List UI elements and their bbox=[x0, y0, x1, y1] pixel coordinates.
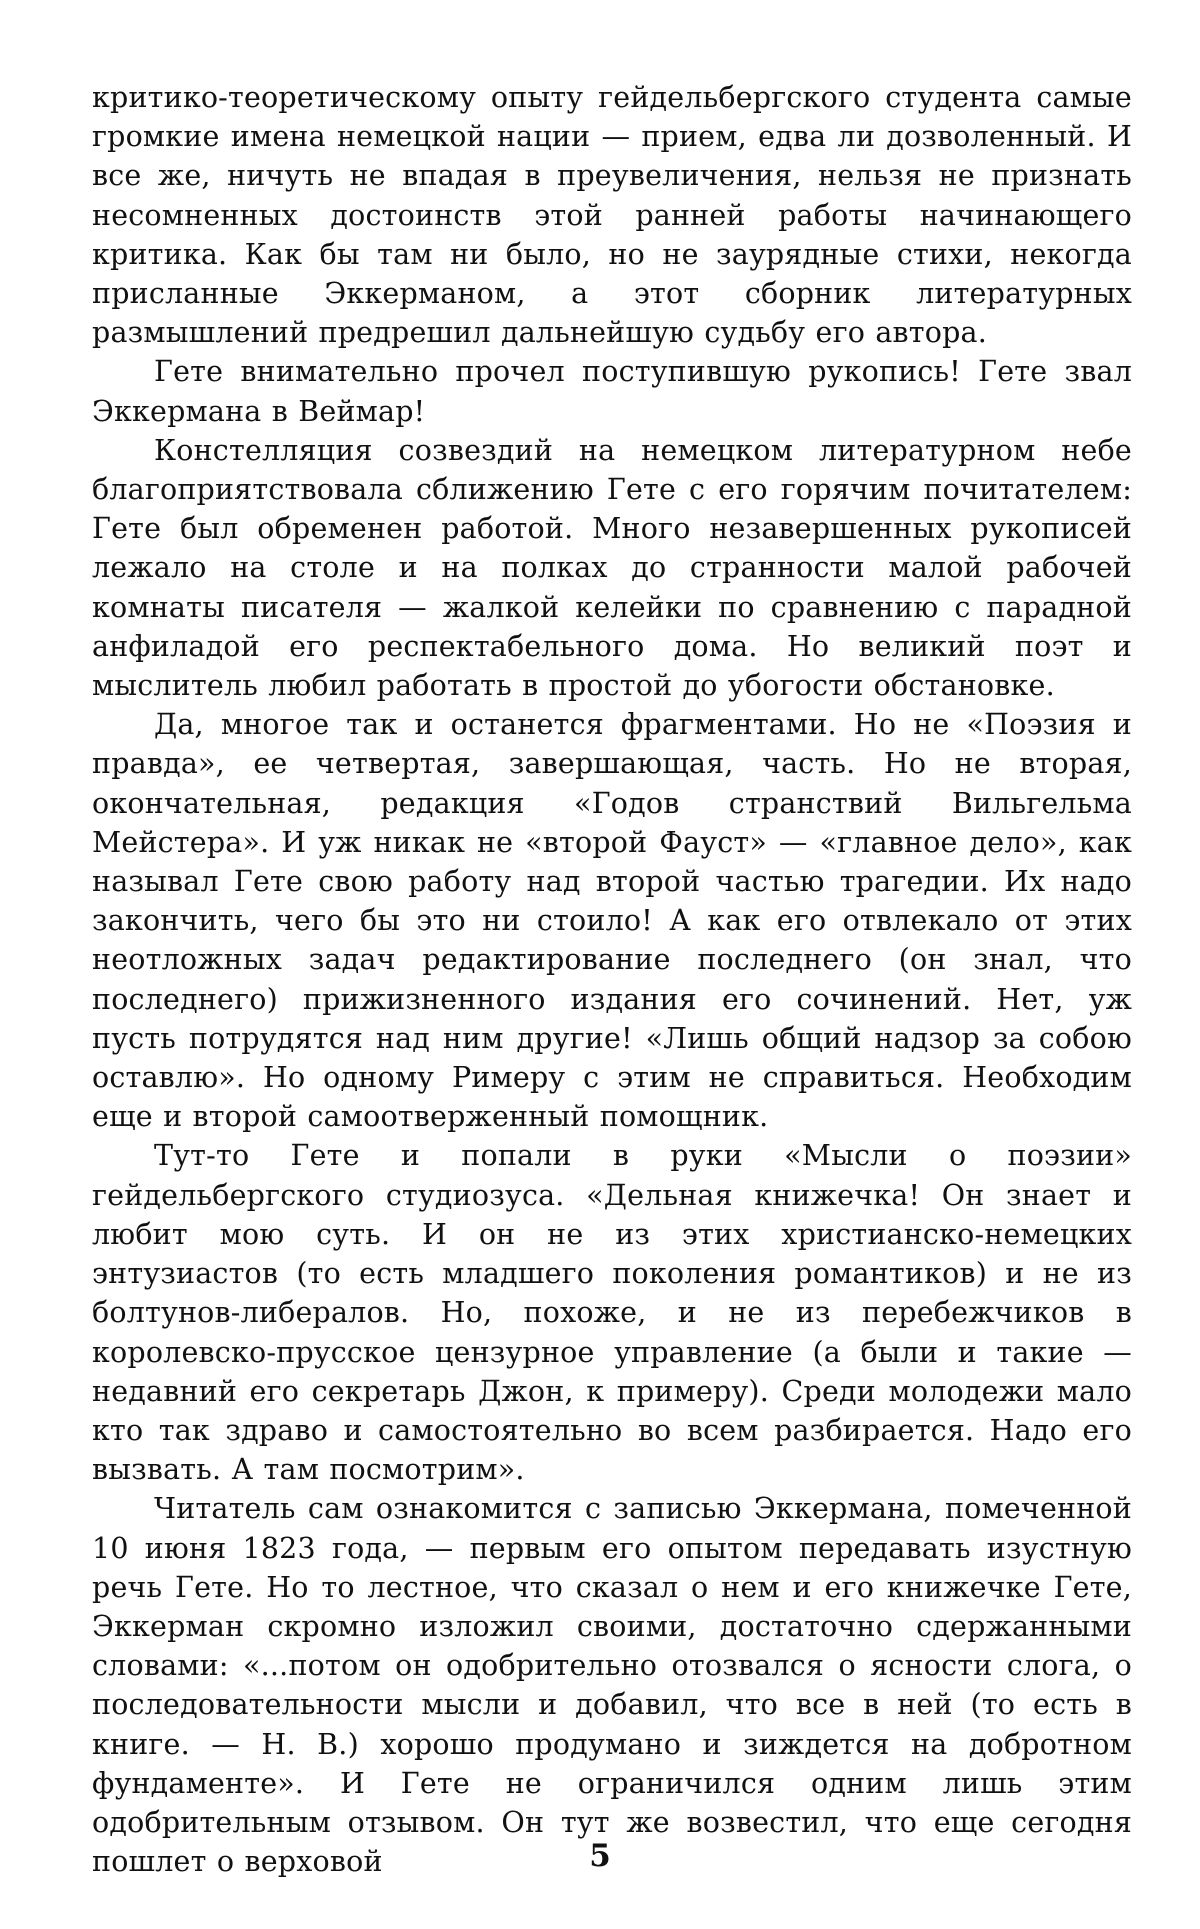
paragraph-6: Читатель сам ознакомится с записью Эккермана, помеченной 10 июня 1823 года, — первым его опытом передавать изустную речь Гете. Но то лестное, что сказал о нем и его книжечке Гете, Эккерман скромно изложил своими, достаточно сдержанными словами: «...потом он одобрительно отозвался о ясности слога, о последовательности мысли и добавил, что все в ней (то есть в книге. — Н. В.) хорошо продумано и зиждется на добротном фундаменте». И Гете не ограничился одним лишь этим одобрительным отзывом. Он тут же возвестил, что еще сегодня пошлет о верховой bbox=[92, 1492, 1132, 1879]
page-body bbox=[92, 78, 1132, 1881]
paragraph-2: Гете внимательно прочел поступившую рукопись! Гете звал Эккермана в Веймар! bbox=[92, 355, 1132, 428]
paragraph-5: Тут-то Гете и попали в руки «Мысли о поэзии» гейдельбергского студиозуса. «Дельная книжечка! Он знает и любит мою суть. И он не из этих христианско-немецких энтузиастов (то есть младшего поколения романтиков) и не из болтунов-либералов. Но, похоже, и не из перебежчиков в королевско-прусское цензурное управление (а были и такие — недавний его секретарь Джон, к примеру). Среди молодежи мало кто так здраво и самостоятельно во всем разбирается. Надо его вызвать. А там посмотрим». bbox=[92, 1139, 1132, 1487]
page-number: 5 bbox=[589, 1838, 611, 1874]
paragraph-1: критико-теоретическому опыту гейдельбергского студента самые громкие имена немецкой нации — прием, едва ли дозволенный. И все же, ничуть не впадая в преувеличения, нельзя не признать несомненных достоинств этой ранней работы начинающего критика. Как бы там ни было, но не заурядные стихи, некогда присланные Эккерманом, а этот сборник литературных размышлений предрешил дальнейшую судьбу его автора. bbox=[92, 81, 1132, 350]
paragraph-4: Да, многое так и останется фрагментами. Но не «Поэзия и правда», ее четвертая, завершающая, часть. Но не вторая, окончательная, редакция «Годов странствий Вильгельма Мейстера». И уж никак не «второй Фауст» — «главное дело», как называл Гете свою работу над второй частью трагедии. Их надо закончить, чего бы это ни стоило! А как его отвлекало от этих неотложных задач редактирование последнего (он знал, что последнего) прижизненного издания его сочинений. Нет, уж пусть потрудятся над ним другие! «Лишь общий надзор за собою оставлю». Но одному Римеру с этим не справиться. Необходим еще и второй самоотверженный помощник. bbox=[92, 708, 1132, 1134]
paragraph-3: Констелляция созвездий на немецком литературном небе благоприятствовала сближению Гете с его горячим почитателем: Гете был обременен работой. Много незавершенных рукописей лежало на столе и на полках до странности малой рабочей комнаты писателя — жалкой келейки по сравнению с парадной анфиладой его респектабельного дома. Но великий поэт и мыслитель любил работать в простой до убогости обстановке. bbox=[92, 433, 1132, 703]
